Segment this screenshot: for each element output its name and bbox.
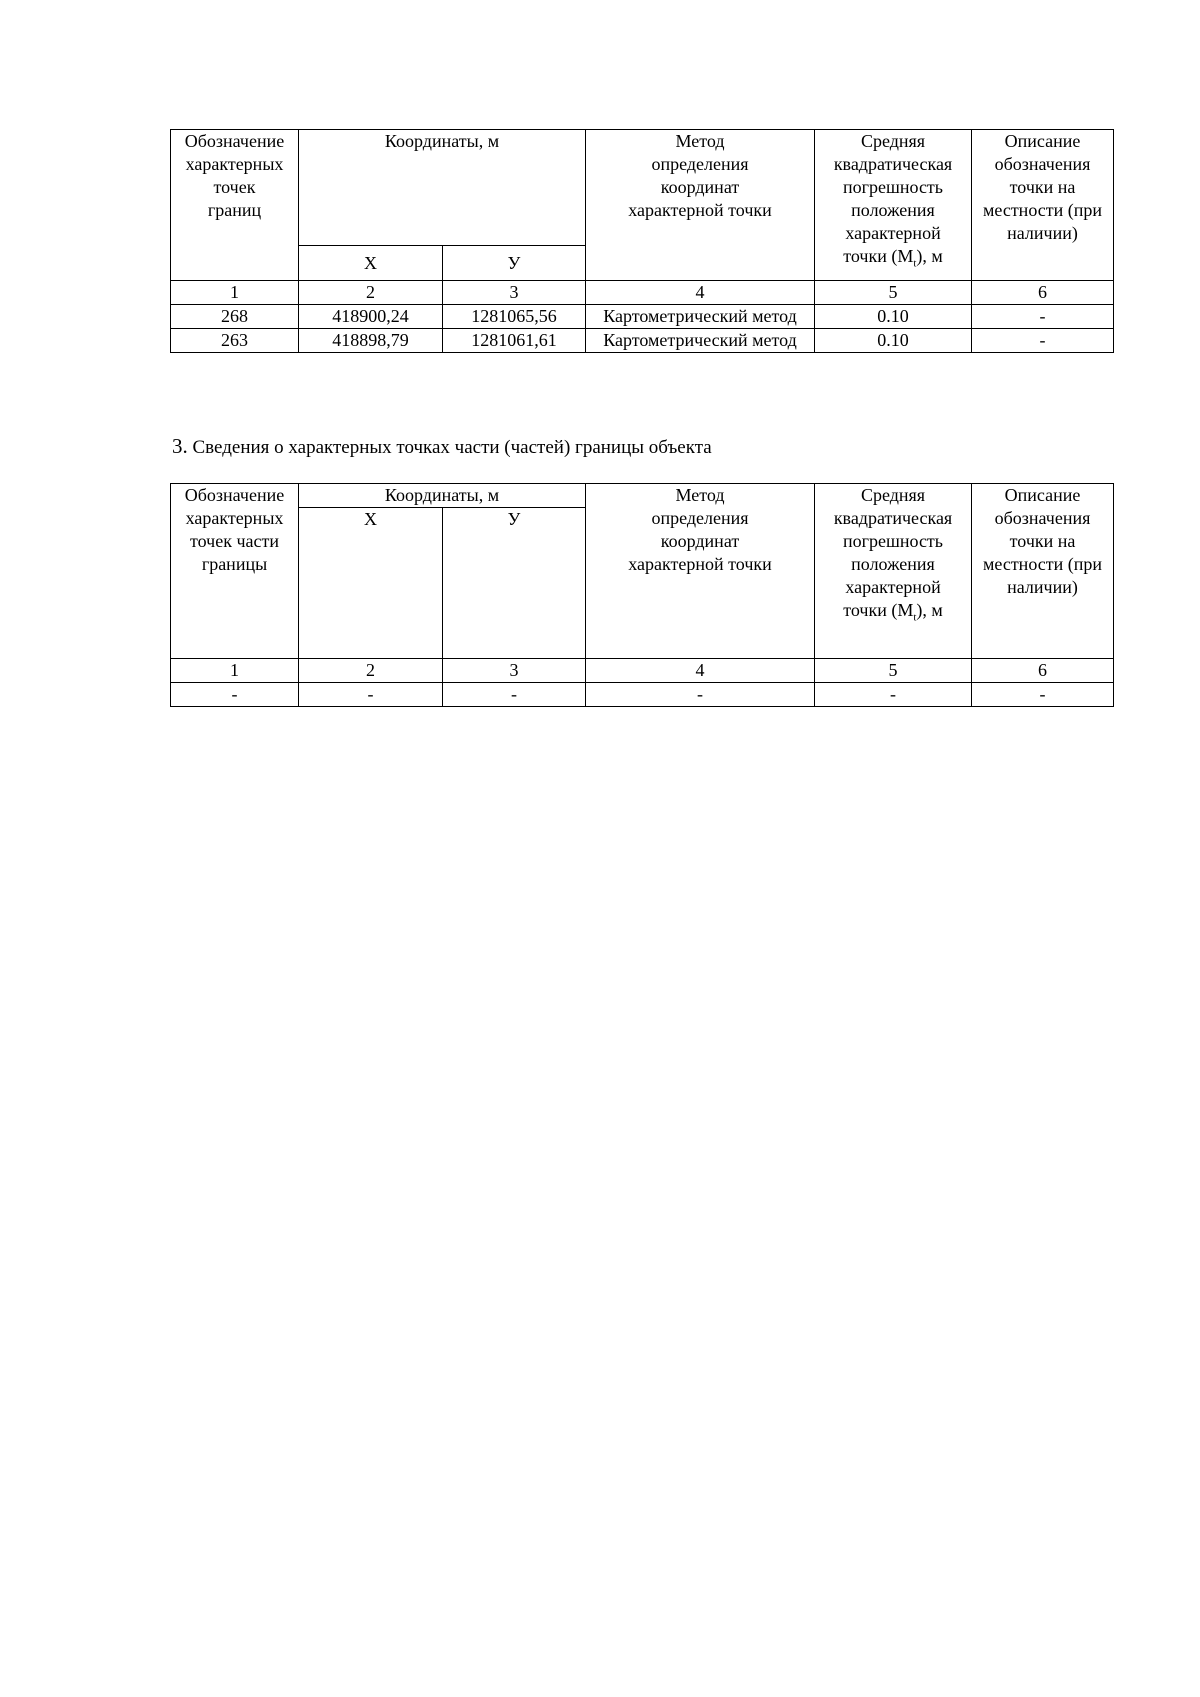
header-x: Х xyxy=(299,246,443,281)
header-line: погрешность xyxy=(843,177,944,197)
header-line: квадратическая xyxy=(833,508,953,528)
coord-y: 1281065,56 xyxy=(443,305,586,329)
boundary-points-table xyxy=(170,129,1114,353)
header-coordinates: Координаты, м xyxy=(299,484,586,508)
column-number: 5 xyxy=(815,659,972,683)
point-id: 263 xyxy=(171,329,299,353)
column-number: 3 xyxy=(443,281,586,305)
header-line: характерной точки xyxy=(628,200,772,220)
header-mean-error xyxy=(815,484,972,659)
header-line: точек части xyxy=(190,531,279,551)
mt-sub: t xyxy=(913,257,917,270)
header-line: Средняя xyxy=(860,485,926,505)
header-line: Обозначение xyxy=(184,485,285,505)
column-number: 4 xyxy=(586,659,815,683)
column-number: 4 xyxy=(586,281,815,305)
header-line: положения xyxy=(851,554,935,574)
header-line-mt xyxy=(817,245,969,268)
column-number: 5 xyxy=(815,281,972,305)
header-y: У xyxy=(443,246,586,281)
coord-x: 418900,24 xyxy=(299,305,443,329)
column-number: 1 xyxy=(171,281,299,305)
header-description xyxy=(972,130,1114,281)
column-number: 2 xyxy=(299,659,443,683)
header-line: наличии) xyxy=(1007,223,1078,243)
header-line: наличии) xyxy=(1007,577,1078,597)
header-line: определения xyxy=(651,508,749,528)
mt-sub: t xyxy=(913,611,917,624)
mean-error: 0.10 xyxy=(815,329,972,353)
header-coordinates: Координаты, м xyxy=(299,130,586,246)
header-line: положения xyxy=(851,200,935,220)
column-number: 1 xyxy=(171,659,299,683)
header-x: Х xyxy=(299,508,443,659)
header-line: характерной xyxy=(845,577,941,597)
mt-post: ), м xyxy=(916,600,943,620)
coord-y: 1281061,61 xyxy=(443,329,586,353)
header-point-designation xyxy=(171,484,299,659)
header-line: Метод xyxy=(675,485,725,505)
header-line-mt xyxy=(817,599,969,622)
method: Картометрический метод xyxy=(586,329,815,353)
mt-pre: точки (М xyxy=(843,600,914,620)
header-line: точки на xyxy=(1009,531,1076,551)
header-line: точек xyxy=(213,177,256,197)
point-id: 268 xyxy=(171,305,299,329)
point-id: - xyxy=(171,683,299,707)
section-title xyxy=(172,434,712,459)
header-method xyxy=(586,484,815,659)
table-row xyxy=(171,329,1114,353)
column-numbers-row xyxy=(171,281,1114,305)
method: - xyxy=(586,683,815,707)
header-line: характерной xyxy=(845,223,941,243)
column-number: 6 xyxy=(972,281,1114,305)
header-line: координат xyxy=(660,177,740,197)
header-line: границы xyxy=(201,554,268,574)
header-point-designation xyxy=(171,130,299,281)
header-line: Метод xyxy=(675,131,725,151)
mt-post: ), м xyxy=(916,246,943,266)
header-y: У xyxy=(443,508,586,659)
header-mean-error xyxy=(815,130,972,281)
header-line: обозначения xyxy=(994,508,1091,528)
section-title-text: Сведения о характерных точках части (частей) границы объекта xyxy=(187,437,712,458)
header-line: Обозначение xyxy=(184,131,285,151)
column-number: 3 xyxy=(443,659,586,683)
column-number: 2 xyxy=(299,281,443,305)
coord-y: - xyxy=(443,683,586,707)
method: Картометрический метод xyxy=(586,305,815,329)
header-line: Описание xyxy=(1004,131,1081,151)
table-row xyxy=(171,305,1114,329)
column-numbers-row xyxy=(171,659,1114,683)
header-line: определения xyxy=(651,154,749,174)
coord-x: - xyxy=(299,683,443,707)
header-line: Описание xyxy=(1004,485,1081,505)
mean-error: 0.10 xyxy=(815,305,972,329)
table-row xyxy=(171,683,1114,707)
header-line: характерных xyxy=(185,154,284,174)
header-line: координат xyxy=(660,531,740,551)
header-method xyxy=(586,130,815,281)
mean-error: - xyxy=(815,683,972,707)
header-line: местности (при xyxy=(983,554,1103,574)
header-line: обозначения xyxy=(994,154,1091,174)
description: - xyxy=(972,683,1114,707)
coord-x: 418898,79 xyxy=(299,329,443,353)
header-line: местности (при xyxy=(983,200,1103,220)
header-line: погрешность xyxy=(843,531,944,551)
mt-pre: точки (М xyxy=(843,246,914,266)
header-line: точки на xyxy=(1009,177,1076,197)
column-number: 6 xyxy=(972,659,1114,683)
part-boundary-points-table xyxy=(170,483,1114,707)
header-description xyxy=(972,484,1114,659)
header-line: характерной точки xyxy=(628,554,772,574)
section-number: 3. xyxy=(172,434,188,458)
header-line: квадратическая xyxy=(833,154,953,174)
header-line: границ xyxy=(207,200,262,220)
description: - xyxy=(972,329,1114,353)
description: - xyxy=(972,305,1114,329)
header-line: характерных xyxy=(185,508,284,528)
header-line: Средняя xyxy=(860,131,926,151)
